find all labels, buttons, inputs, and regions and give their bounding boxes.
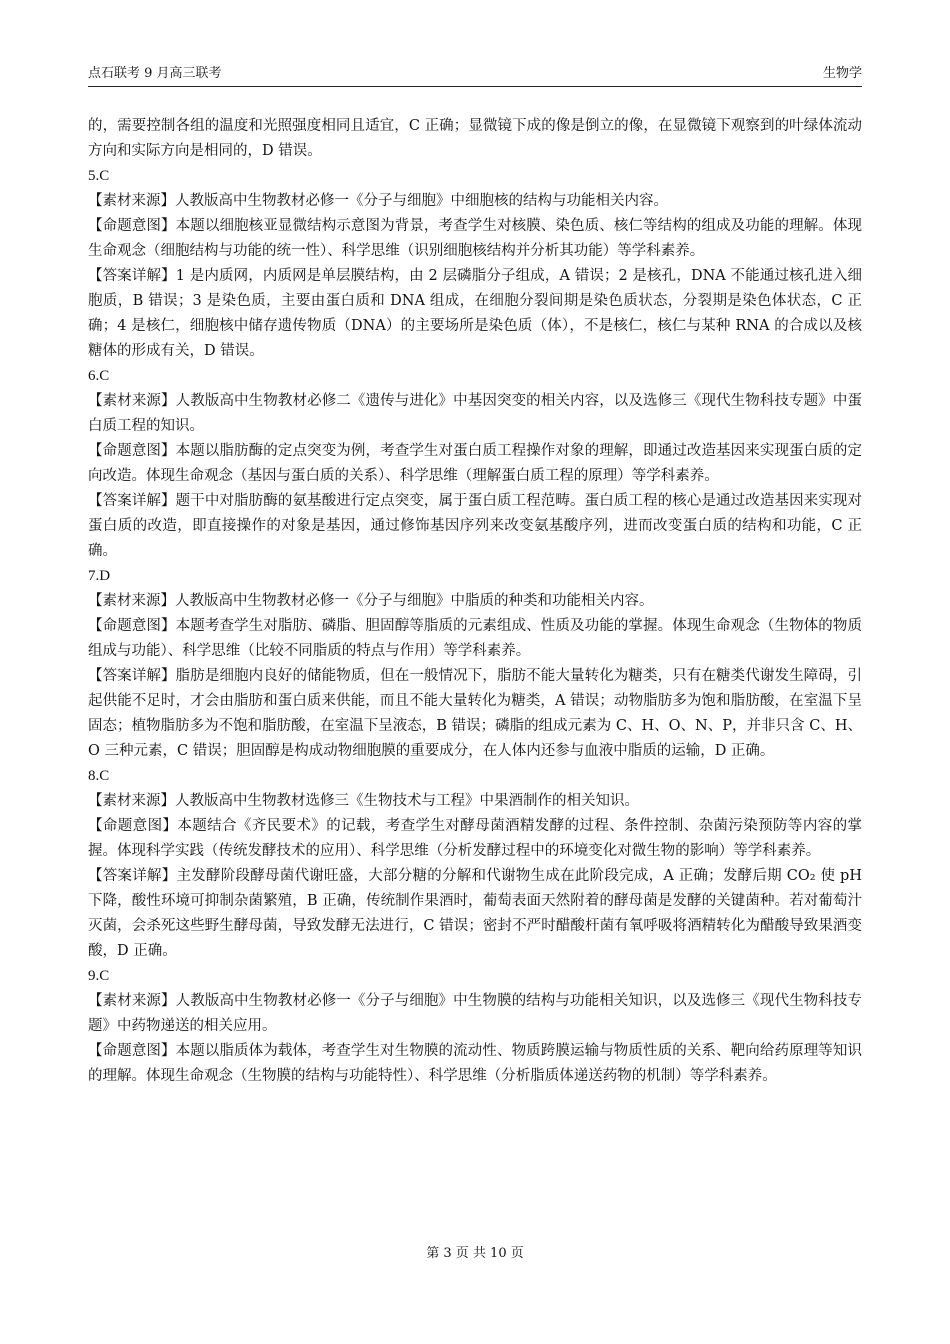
- paragraph: 【命题意图】本题以脂肪酶的定点突变为例，考查学生对蛋白质工程操作对象的理解，即通过改造基因来实现蛋白质的定向改造。体现生命观念（基因与蛋白质的关系）、科学思维（理解蛋白质工程的原理）等学科素养。: [88, 443, 862, 484]
- answer-number: 8.C: [88, 768, 110, 784]
- paragraph: 的，需要控制各组的温度和光照强度相同且适宜，C 正确；显微镜下成的像是倒立的像，在显微镜下观察到的叶绿体流动方向和实际方向是相同的，D 错误。: [88, 118, 862, 159]
- paragraph: 【答案详解】脂肪是细胞内良好的储能物质，但在一般情况下，脂肪不能大量转化为糖类，只有在糖类代谢发生障碍，引起供能不足时，才会由脂肪和蛋白质来供能，而且不能大量转化为糖类，A 错误；动物脂肪多为饱和脂肪酸，在室温下呈固态；植物脂肪多为不饱和脂肪酸，在室温下呈液态，B 错误；磷脂的组成元素为 C、H、O、N、P，并非只含 C、H、O 三种元素，C 错误；胆固醇是构成动物细胞膜的重要成分，在人体内还参与血液中脂质的运输，D 正确。: [88, 668, 862, 759]
- header-exam-title: 点石联考 9 月高三联考: [88, 66, 222, 81]
- page-number: 第 3 页 共 10 页: [426, 1246, 524, 1261]
- answer-number: 6.C: [88, 368, 110, 384]
- paragraph: 【命题意图】本题考查学生对脂肪、磷脂、胆固醇等脂质的元素组成、性质及功能的掌握。体现生命观念（生物体的物质组成与功能）、科学思维（比较不同脂质的特点与作用）等学科素养。: [88, 618, 862, 659]
- answer-number: 7.D: [88, 568, 111, 584]
- paragraph: 【答案详解】主发酵阶段酵母菌代谢旺盛，大部分糖的分解和代谢物生成在此阶段完成，A 正确；发酵后期 CO₂ 使 pH 下降，酸性环境可抑制杂菌繁殖，B 正确，传统制作果酒时，葡萄表面天然附着的酵母菌是发酵的关键菌种。若对葡萄汁灭菌，会杀死这些野生酵母菌，导致发酵无法进行，C 错误；密封不严时醋酸杆菌有氧呼吸将酒精转化为醋酸导致果酒变酸，D 正确。: [88, 868, 862, 959]
- paragraph: 【命题意图】本题以细胞核亚显微结构示意图为背景，考查学生对核膜、染色质、核仁等结构的组成及功能的理解。体现生命观念（细胞结构与功能的统一性）、科学思维（识别细胞核结构并分析其功能）等学科素养。: [88, 218, 862, 259]
- paragraph: 【答案详解】题干中对脂肪酶的氨基酸进行定点突变，属于蛋白质工程范畴。蛋白质工程的核心是通过改造基因来实现对蛋白质的改造，即直接操作的对象是基因，通过修饰基因序列来改变氨基酸序列，进而改变蛋白质的结构和功能，C 正确。: [88, 493, 862, 559]
- page-header: [88, 62, 862, 87]
- document-body: [88, 114, 862, 1089]
- answer-number: 5.C: [88, 168, 110, 184]
- answer-number: 9.C: [88, 968, 110, 984]
- paragraph: 【素材来源】人教版高中生物教材必修一《分子与细胞》中脂质的种类和功能相关内容。: [88, 593, 654, 609]
- paragraph: 【命题意图】本题以脂质体为载体，考查学生对生物膜的流动性、物质跨膜运输与物质性质的关系、靶向给药原理等知识的理解。体现生命观念（生物膜的结构与功能特性）、科学思维（分析脂质体递送药物的机制）等学科素养。: [88, 1043, 862, 1084]
- paragraph: 【答案详解】1 是内质网，内质网是单层膜结构，由 2 层磷脂分子组成，A 错误；2 是核孔，DNA 不能通过核孔进入细胞质，B 错误；3 是染色质，主要由蛋白质和 DNA 组成，在细胞分裂间期是染色质状态，分裂期是染色体状态，C 正确；4 是核仁，细胞核中储存遗传物质（DNA）的主要场所是染色质（体），不是核仁，核仁与某种 RNA 的合成以及核糖体的形成有关，D 错误。: [88, 268, 862, 359]
- header-subject: 生物学: [822, 66, 862, 81]
- paragraph: 【素材来源】人教版高中生物教材必修一《分子与细胞》中生物膜的结构与功能相关知识，以及选修三《现代生物科技专题》中药物递送的相关应用。: [88, 993, 862, 1034]
- paragraph: 【素材来源】人教版高中生物教材必修一《分子与细胞》中细胞核的结构与功能相关内容。: [88, 193, 668, 209]
- paragraph: 【素材来源】人教版高中生物教材选修三《生物技术与工程》中果酒制作的相关知识。: [88, 793, 639, 809]
- paragraph: 【命题意图】本题结合《齐民要术》的记载，考查学生对酵母菌酒精发酵的过程、条件控制、杂菌污染预防等内容的掌握。体现科学实践（传统发酵技术的应用）、科学思维（分析发酵过程中的环境变化对微生物的影响）等学科素养。: [88, 818, 862, 859]
- paragraph: 【素材来源】人教版高中生物教材必修二《遗传与进化》中基因突变的相关内容，以及选修三《现代生物科技专题》中蛋白质工程的知识。: [88, 393, 862, 434]
- page-footer: [0, 1244, 950, 1264]
